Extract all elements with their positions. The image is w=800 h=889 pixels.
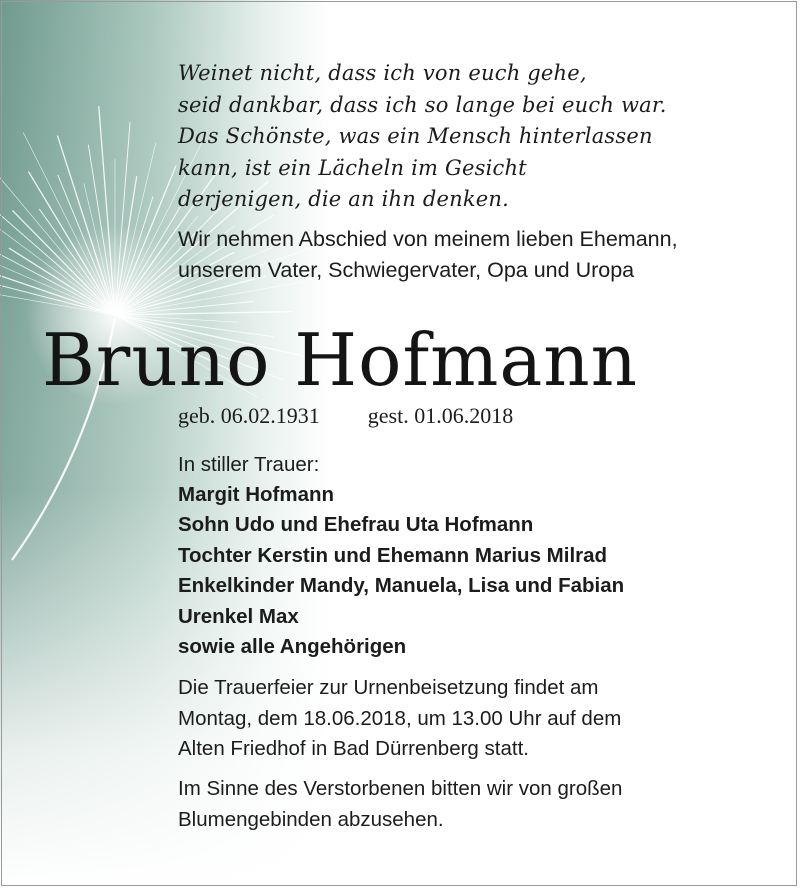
farewell-intro (178, 224, 778, 286)
mourners-heading: In stiller Trauer: (178, 453, 320, 476)
intro-line: unserem Vater, Schwiegervater, Opa und Uropa (178, 258, 635, 282)
request-line: Im Sinne des Verstorbenen bitten wir von großen (178, 777, 623, 800)
mourner-name: Margit Hofmann (178, 483, 335, 506)
mourner-name: Enkelkinder Mandy, Manuela, Lisa und Fabian (178, 574, 625, 598)
intro-line: Wir nehmen Abschied von meinem lieben Ehemann, (178, 227, 678, 251)
death-date: gest. 01.06.2018 (367, 403, 514, 428)
ceremony-line: Alten Friedhof in Bad Dürrenberg statt. (178, 737, 529, 760)
poem-line: kann, ist ein Lächeln im Gesicht (178, 155, 527, 180)
mourner-name: Tochter Kerstin und Ehemann Marius Milrad (178, 543, 608, 567)
birth-date: geb. 06.02.1931 (178, 403, 320, 428)
ceremony-notice (178, 673, 778, 765)
flower-request (178, 774, 778, 835)
mourners-list (178, 480, 778, 662)
ceremony-line: Die Trauerfeier zur Urnenbeisetzung findet am (178, 676, 599, 699)
mourner-name: sowie alle Angehörigen (178, 635, 407, 659)
ceremony-line: Montag, dem 18.06.2018, um 13.00 Uhr auf dem (178, 706, 622, 730)
request-line: Blumengebinden abzusehen. (178, 807, 444, 831)
poem-line: Weinet nicht, dass ich von euch gehe, (178, 61, 587, 85)
mourner-name: Sohn Udo und Ehefrau Uta Hofmann (178, 513, 534, 537)
life-dates (178, 400, 738, 432)
mourner-name: Urenkel Max (178, 604, 299, 628)
poem-line: Das Schönste, was ein Mensch hinterlassen (178, 124, 653, 148)
deceased-name: Bruno Hofmann (42, 318, 639, 402)
poem-line: derjenigen, die an ihn denken. (178, 187, 510, 211)
poem-line: seid dankbar, dass ich so lange bei euch war. (178, 92, 667, 117)
poem (178, 58, 758, 216)
